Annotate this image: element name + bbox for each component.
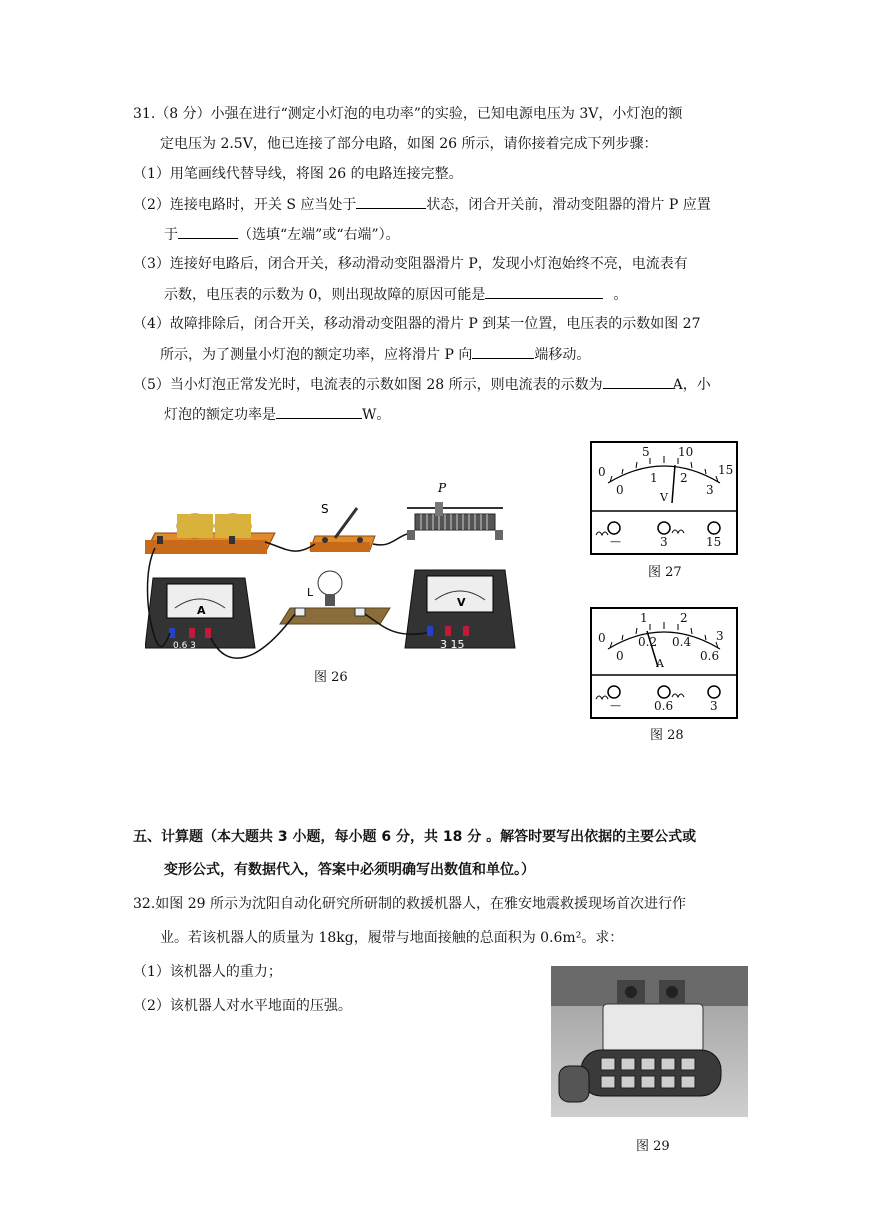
q31-step3b bbox=[164, 284, 627, 305]
v-bottom-0: 0 bbox=[616, 483, 624, 497]
q31-step3a: （3）连接好电路后，闭合开关，移动滑动变阻器滑片 P，发现小灯泡始终不亮，电流表有 bbox=[133, 256, 688, 272]
a-top-0: 0 bbox=[598, 631, 606, 645]
v-top-15: 15 bbox=[718, 463, 734, 477]
q32-line2: 业。若该机器人的质量为 18kg，履带与地面接触的总面积为 0.6m²。求： bbox=[160, 930, 624, 946]
caption-fig29: 图 29 bbox=[636, 1139, 670, 1154]
a-top-1: 1 bbox=[640, 611, 648, 625]
q31-step5a-post: A，小 bbox=[672, 377, 711, 393]
a-term-0-6: 0.6 bbox=[654, 699, 674, 713]
answer-blank-switch-state[interactable] bbox=[356, 194, 426, 209]
q31-line2: 定电压为 2.5V，他已连接了部分电路，如图 26 所示，请你接着完成下列步骤： bbox=[160, 136, 658, 152]
q32-line1: 32.如图 29 所示为沈阳自动化研究所研制的救援机器人，在雅安地震救援现场首次进行作 bbox=[133, 896, 686, 912]
voltmeter bbox=[405, 570, 515, 648]
v-term-neg: — bbox=[610, 535, 621, 548]
ammeter-terminals: 0.6 3 bbox=[173, 641, 196, 651]
v-bottom-2: 2 bbox=[680, 471, 688, 485]
answer-blank-direction[interactable] bbox=[472, 344, 534, 359]
a-top-3: 3 bbox=[716, 629, 724, 643]
answer-blank-fault[interactable] bbox=[485, 284, 603, 299]
voltmeter-letter: V bbox=[457, 596, 466, 609]
q31-step2b-post: （选填“左端”或“右端”）。 bbox=[238, 227, 400, 243]
caption-fig26: 图 26 bbox=[314, 670, 348, 685]
q31-step5b-post: W。 bbox=[362, 407, 391, 423]
v-bottom-3: 3 bbox=[706, 483, 714, 497]
v-top-0: 0 bbox=[598, 465, 606, 479]
v-bottom-1: 1 bbox=[650, 471, 658, 485]
a-bottom-0: 0 bbox=[616, 649, 624, 663]
q31-step2b bbox=[164, 224, 400, 245]
a-unit: A bbox=[656, 657, 664, 670]
q31-step4b-post: 端移动。 bbox=[534, 347, 591, 363]
q31-head: 31.（8 分）小强在进行“测定小灯泡的电功率”的实验，已知电源电压为 3V，小灯泡的额 bbox=[133, 106, 683, 122]
circuit-figure-26 bbox=[145, 478, 545, 668]
a-term-3: 3 bbox=[710, 699, 718, 713]
v-top-5: 5 bbox=[642, 445, 650, 459]
section5-heading-line2: 变形公式，有数据代入，答案中必须明确写出数值和单位。） bbox=[164, 862, 535, 878]
q31-step2a-pre: （2）连接电路时，开关 S 应当处于 bbox=[133, 197, 357, 213]
a-bottom-0-6: 0.6 bbox=[700, 649, 720, 663]
section5-heading-line1: 五、计算题（本大题共 3 小题，每小题 6 分，共 18 分 。解答时要写出依据的主要公式或 bbox=[133, 829, 697, 845]
caption-fig28: 图 28 bbox=[650, 728, 684, 743]
robot-photo-fig29 bbox=[551, 966, 748, 1117]
rheostat bbox=[407, 502, 503, 540]
battery-holder bbox=[145, 514, 275, 554]
ammeter-letter: A bbox=[197, 604, 206, 617]
q31-step4b bbox=[160, 344, 590, 365]
answer-blank-current[interactable] bbox=[603, 374, 673, 389]
q31-step5a bbox=[133, 374, 711, 395]
v-term-3: 3 bbox=[660, 535, 668, 549]
q31-step2a-post: 状态，闭合开关前，滑动变阻器的滑片 P 应置 bbox=[426, 197, 711, 213]
a-top-2: 2 bbox=[680, 611, 688, 625]
answer-blank-power[interactable] bbox=[276, 404, 362, 419]
q32-step2: （2）该机器人对水平地面的压强。 bbox=[133, 998, 352, 1014]
label-S: S bbox=[321, 502, 329, 516]
voltmeter-terminals: 3 15 bbox=[440, 638, 465, 651]
label-P: P bbox=[438, 481, 447, 495]
q31-step2a bbox=[133, 194, 711, 215]
a-bottom-0-2: 0.2 bbox=[638, 635, 658, 649]
voltmeter-dial-fig27 bbox=[590, 441, 738, 555]
caption-fig27: 图 27 bbox=[648, 565, 682, 580]
a-bottom-0-4: 0.4 bbox=[672, 635, 692, 649]
q31-step5a-pre: （5）当小灯泡正常发光时，电流表的示数如图 28 所示，则电流表的示数为 bbox=[133, 377, 603, 393]
q31-step5b bbox=[164, 404, 390, 425]
v-top-10: 10 bbox=[678, 445, 694, 459]
a-term-neg: — bbox=[610, 699, 621, 712]
label-L: L bbox=[307, 586, 314, 599]
bulb-L bbox=[280, 571, 390, 624]
v-term-15: 15 bbox=[706, 535, 722, 549]
q31-step4a: （4）故障排除后，闭合开关，移动滑动变阻器的滑片 P 到某一位置，电压表的示数如图 27 bbox=[133, 316, 701, 332]
ammeter-dial-fig28 bbox=[590, 607, 738, 719]
q31-step3b-pre: 示数，电压表的示数为 0，则出现故障的原因可能是 bbox=[164, 287, 486, 303]
answer-blank-slider-end[interactable] bbox=[178, 224, 238, 239]
v-unit: V bbox=[660, 491, 668, 504]
q31-step5b-pre: 灯泡的额定功率是 bbox=[164, 407, 276, 423]
q31-step3b-post: 。 bbox=[613, 287, 628, 303]
q32-step1: （1）该机器人的重力； bbox=[133, 964, 282, 980]
switch-S bbox=[310, 508, 375, 552]
q31-step2b-pre: 于 bbox=[164, 227, 178, 243]
q31-step4b-pre: 所示，为了测量小灯泡的额定功率，应将滑片 P 向 bbox=[160, 347, 473, 363]
q31-step1: （1）用笔画线代替导线，将图 26 的电路连接完整。 bbox=[133, 166, 463, 182]
